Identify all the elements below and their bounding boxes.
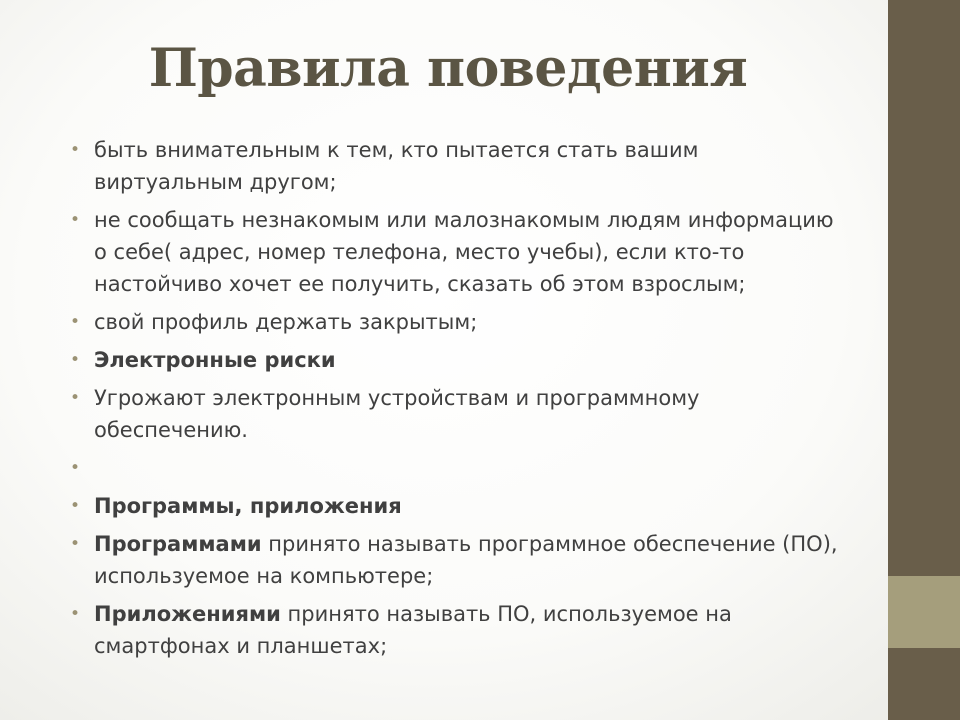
bullet-icon: •	[70, 312, 81, 332]
item-text: Угрожают электронным устройствам и программному обеспечению.	[94, 386, 700, 442]
slide-title: Правила поведения	[148, 38, 748, 99]
bullet-icon: •	[70, 210, 81, 230]
item-text: принято называть ПО, используемое на смартфонах и планшетах;	[94, 602, 732, 658]
list-item	[66, 452, 846, 484]
list-item	[66, 204, 846, 300]
side-accent-block	[888, 576, 960, 648]
item-bold-text: Приложениями	[94, 602, 281, 626]
item-text: быть внимательным к тем, кто пытается стать вашим виртуальным другом;	[94, 138, 699, 194]
bullet-icon: •	[70, 140, 81, 160]
list-item	[66, 490, 846, 522]
item-text: принято называть программное обеспечение (ПО), используемое на компьютере;	[94, 532, 838, 588]
bullet-icon: •	[70, 496, 81, 516]
bullet-icon: •	[70, 350, 81, 370]
list-item	[66, 306, 846, 338]
list-item	[66, 382, 846, 446]
bullet-list	[66, 134, 846, 668]
list-item	[66, 598, 846, 662]
item-text: свой профиль держать закрытым;	[94, 310, 478, 334]
item-bold-text: Программы, приложения	[94, 494, 402, 518]
bullet-icon: •	[70, 604, 81, 624]
list-item	[66, 528, 846, 592]
item-bold-text: Электронные риски	[94, 348, 336, 372]
item-bold-text: Программами	[94, 532, 262, 556]
bullet-icon: •	[70, 388, 81, 408]
item-text: не сообщать незнакомым или малознакомым людям информацию о себе( адрес, номер телефона, место учебы), если кто-то настойчиво хочет ее получить, сказать об этом взрослым;	[94, 208, 834, 296]
bullet-icon: •	[70, 534, 81, 554]
list-item	[66, 344, 846, 376]
list-item	[66, 134, 846, 198]
bullet-icon: •	[70, 458, 81, 478]
